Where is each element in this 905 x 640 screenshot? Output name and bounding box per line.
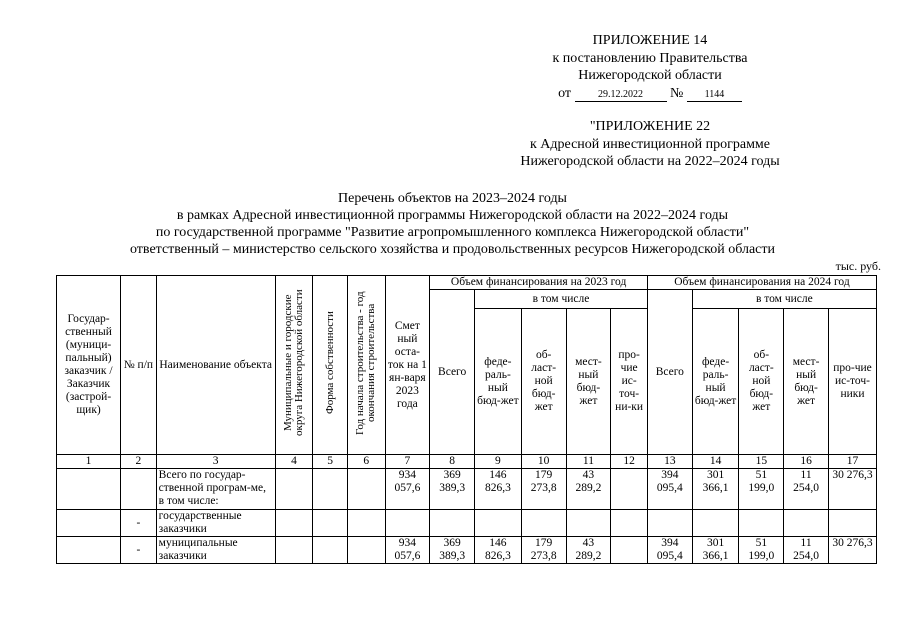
- appendix-14-title: ПРИЛОЖЕНИЕ 14: [592, 33, 708, 48]
- col-number: 7: [385, 455, 430, 469]
- table-row: [57, 469, 877, 510]
- cell-regional-2023: 179 273,8: [521, 469, 566, 510]
- cell-ownership: [313, 469, 348, 510]
- cell-other-2024: 30 276,3: [828, 469, 876, 510]
- cell-federal-2023: 146 826,3: [475, 469, 522, 510]
- cell-federal-2024: 301 366,1: [692, 469, 739, 510]
- table-row: [57, 510, 877, 537]
- col-number: 13: [647, 455, 692, 469]
- cell-num: -: [121, 537, 157, 564]
- document-title-line2: в рамках Адресной инвестиционной программы Нижегородской области на 2022–2024 годы: [176, 208, 729, 223]
- cell-federal-2024: [692, 510, 739, 537]
- cell-total-2023: [430, 510, 475, 537]
- cell-municipal: [275, 537, 313, 564]
- cell-total-2023: 369 389,3: [430, 469, 475, 510]
- cell-years: [347, 510, 385, 537]
- col-balance-header: Смет ный оста-ток на 1 ян-варя 2023 года: [385, 276, 430, 455]
- col-number: 6: [347, 455, 385, 469]
- cell-ownership: [313, 510, 348, 537]
- objects-table: [56, 275, 877, 564]
- cell-regional-2024: 51 199,0: [739, 537, 784, 564]
- units-label: тыс. руб.: [835, 259, 881, 273]
- appendix-14-dateline: [515, 85, 785, 103]
- col-number: 5: [313, 455, 348, 469]
- cell-name: муниципальные заказчики: [156, 537, 275, 564]
- cell-local-2023: 43 289,2: [566, 469, 611, 510]
- col-number: 8: [430, 455, 475, 469]
- cell-regional-2024: 51 199,0: [739, 469, 784, 510]
- cell-regional-2024: [739, 510, 784, 537]
- col-num-header: № п/п: [121, 276, 157, 455]
- col-number: 3: [156, 455, 275, 469]
- cell-other-2023: [611, 537, 648, 564]
- cell-customer: [57, 510, 121, 537]
- cell-local-2023: [566, 510, 611, 537]
- col-customer-header: Государ-ственный (муници-пальный) заказчик / Заказчик (застрой-щик): [57, 276, 121, 455]
- col-municipal-label: Муниципальные и городские округа Нижегородской области: [282, 289, 305, 437]
- table-row: [57, 537, 877, 564]
- col-municipal-header: [275, 276, 313, 455]
- cell-total-2024: 394 095,4: [647, 537, 692, 564]
- total-2024-header: Всего: [647, 290, 692, 455]
- cell-local-2024: [784, 510, 829, 537]
- cell-years: [347, 537, 385, 564]
- column-numbers-row: [57, 455, 877, 469]
- cell-other-2024: [828, 510, 876, 537]
- decree-date: 29.12.2022: [575, 89, 667, 102]
- col-ownership-label: Форма собственности: [323, 311, 336, 415]
- cell-name: Всего по государ-ственной програм-ме, в том числе:: [156, 469, 275, 510]
- number-label: №: [670, 85, 684, 101]
- appendix-14-line3: Нижегородской области: [578, 68, 722, 83]
- cell-federal-2023: [475, 510, 522, 537]
- col-ownership-header: [313, 276, 348, 455]
- cell-customer: [57, 469, 121, 510]
- col-years-header: [347, 276, 385, 455]
- local-2023-header: мест-ный бюд-жет: [566, 309, 611, 455]
- cell-municipal: [275, 469, 313, 510]
- cell-other-2023: [611, 469, 648, 510]
- cell-local-2024: 11 254,0: [784, 537, 829, 564]
- col-number: 14: [692, 455, 739, 469]
- federal-2024-header: феде-раль-ный бюд-жет: [692, 309, 739, 455]
- cell-balance: 934 057,6: [385, 537, 430, 564]
- cell-federal-2024: 301 366,1: [692, 537, 739, 564]
- cell-total-2024: [647, 510, 692, 537]
- document-title-line1: Перечень объектов на 2023–2024 годы: [338, 191, 567, 206]
- col-number: 11: [566, 455, 611, 469]
- col-number: 10: [521, 455, 566, 469]
- cell-customer: [57, 537, 121, 564]
- other-2023-header: про-чие ис-точ-ни-ки: [611, 309, 648, 455]
- cell-name: государственные заказчики: [156, 510, 275, 537]
- col-number: 16: [784, 455, 829, 469]
- appendix-22-line3: Нижегородской области на 2022–2024 годы: [520, 154, 780, 169]
- fin-2024-header: Объем финансирования на 2024 год: [647, 276, 876, 290]
- incl-2023-header: в том числе: [475, 290, 648, 309]
- total-2023-header: Всего: [430, 290, 475, 455]
- local-2024-header: мест-ный бюд-жет: [784, 309, 829, 455]
- col-years-label: Год начала строительства - год окончания строительства: [354, 291, 378, 435]
- col-number: 9: [475, 455, 522, 469]
- cell-num: [121, 469, 157, 510]
- appendix-22-header: [500, 118, 800, 171]
- appendix-22-line2: к Адресной инвестиционной программе: [529, 136, 771, 152]
- federal-2023-header: феде-раль-ный бюд-жет: [475, 309, 522, 455]
- fin-2023-header: Объем финансирования на 2023 год: [430, 276, 648, 290]
- cell-total-2023: 369 389,3: [430, 537, 475, 564]
- col-number: 4: [275, 455, 313, 469]
- document-title-line4: ответственный – министерство сельского хозяйства и продовольственных ресурсов Нижегородской области: [129, 242, 776, 257]
- col-number: 15: [739, 455, 784, 469]
- cell-balance: 934 057,6: [385, 469, 430, 510]
- decree-number: 1144: [687, 89, 742, 102]
- cell-ownership: [313, 537, 348, 564]
- appendix-14-header: [515, 32, 785, 102]
- cell-num: -: [121, 510, 157, 537]
- cell-regional-2023: 179 273,8: [521, 537, 566, 564]
- document-title-line3: по государственной программе "Развитие агропромышленного комплекса Нижегородской области": [155, 225, 750, 240]
- appendix-22-title: "ПРИЛОЖЕНИЕ 22: [589, 119, 711, 134]
- from-label: от: [558, 85, 572, 101]
- regional-2024-header: об-ласт-ной бюд-жет: [739, 309, 784, 455]
- col-number: 12: [611, 455, 648, 469]
- cell-other-2024: 30 276,3: [828, 537, 876, 564]
- incl-2024-header: в том числе: [692, 290, 876, 309]
- col-number: 2: [121, 455, 157, 469]
- cell-balance: [385, 510, 430, 537]
- col-number: 1: [57, 455, 121, 469]
- other-2024-header: про-чие ис-точ-ники: [828, 309, 876, 455]
- col-name-header: Наименование объекта: [156, 276, 275, 455]
- document-title: [0, 190, 905, 258]
- cell-municipal: [275, 510, 313, 537]
- cell-years: [347, 469, 385, 510]
- cell-regional-2023: [521, 510, 566, 537]
- cell-local-2023: 43 289,2: [566, 537, 611, 564]
- col-number: 17: [828, 455, 876, 469]
- cell-other-2023: [611, 510, 648, 537]
- appendix-14-line2: к постановлению Правительства: [552, 50, 748, 66]
- cell-local-2024: 11 254,0: [784, 469, 829, 510]
- cell-federal-2023: 146 826,3: [475, 537, 522, 564]
- cell-total-2024: 394 095,4: [647, 469, 692, 510]
- regional-2023-header: об-ласт-ной бюд-жет: [521, 309, 566, 455]
